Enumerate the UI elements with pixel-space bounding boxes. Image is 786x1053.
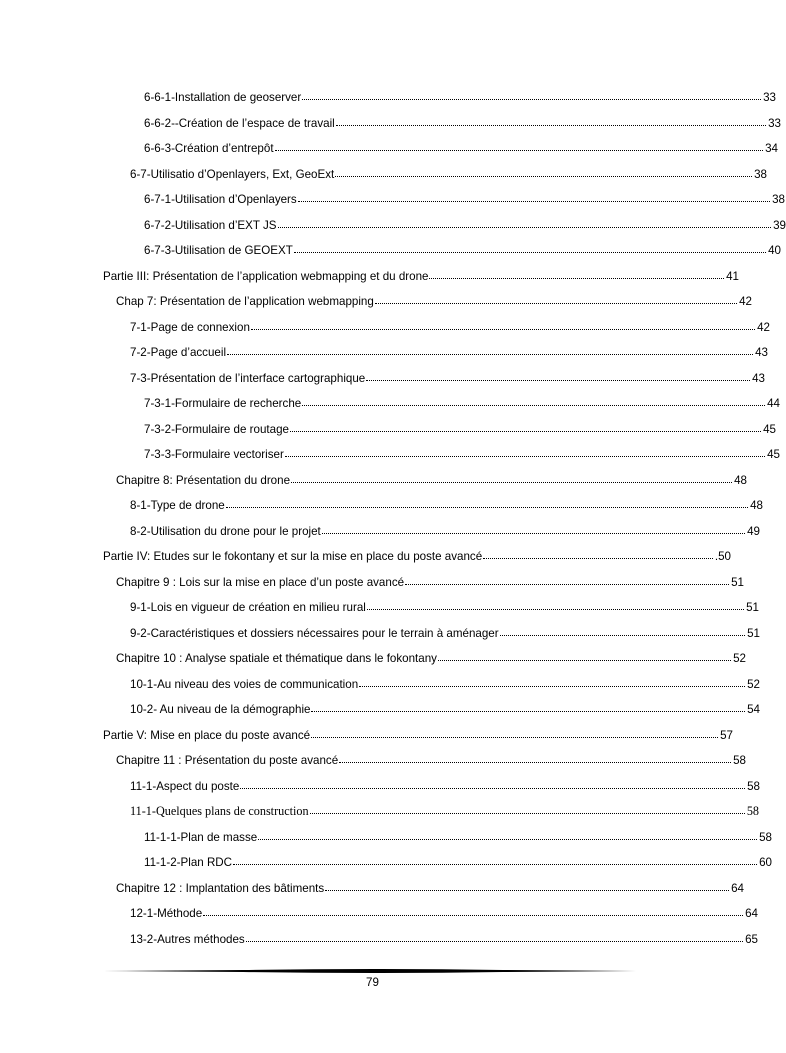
toc-entry[interactable]: [0, 521, 760, 547]
toc-leader-dots: [246, 929, 743, 943]
toc-entry-title: 11-1-Quelques plans de construction: [130, 804, 309, 818]
toc-leader-dots: [233, 852, 757, 866]
toc-entry-title: 6-7-3-Utilisation de GEOEXT: [144, 244, 293, 257]
toc-entry[interactable]: [0, 801, 759, 827]
toc-entry-page: 33: [763, 91, 776, 104]
toc-leader-dots: [311, 699, 745, 713]
toc-entry[interactable]: [0, 725, 733, 751]
toc-entry-title: 10-1-Au niveau des voies de communication: [130, 677, 359, 691]
toc-entry[interactable]: [0, 597, 759, 623]
toc-entry-page: 39: [773, 218, 786, 232]
toc-entry-page: 64: [731, 881, 744, 895]
toc-entry-title: Chapitre 10 : Analyse spatiale et thématique dans le fokontany: [116, 652, 437, 665]
toc-entry[interactable]: [0, 648, 746, 674]
toc-entry-title: Chapitre 8: Présentation du drone: [116, 473, 291, 487]
table-of-contents: [0, 87, 786, 954]
toc-entry-title: 11-1-2-Plan RDC: [144, 856, 233, 869]
toc-leader-dots: [258, 827, 757, 841]
toc-leader-dots: [325, 878, 729, 892]
toc-entry-page: 58: [747, 779, 760, 793]
toc-entry-title: 8-2-Utilisation du drone pour le projet: [130, 524, 321, 538]
toc-leader-dots: [278, 215, 772, 229]
toc-entry-title: 9-1-Lois en vigueur de création en milieu rural: [130, 601, 366, 614]
toc-entry[interactable]: [0, 699, 760, 725]
toc-entry-title: 7-1-Page de connexion: [130, 320, 250, 334]
toc-entry[interactable]: [0, 291, 752, 317]
toc-entry-page: 45: [763, 422, 776, 436]
toc-entry[interactable]: [0, 342, 768, 368]
toc-leader-dots: [335, 164, 752, 178]
toc-entry-title: 10-2- Au niveau de la démographie: [130, 703, 311, 716]
toc-entry[interactable]: [0, 317, 770, 343]
toc-entry-page: 41: [726, 269, 739, 283]
toc-leader-dots: [375, 291, 737, 305]
toc-entry-title: 9-2-Caractéristiques et dossiers nécessaires pour le terrain à aménager: [130, 626, 499, 640]
toc-entry-title: Partie IV: Etudes sur le fokontany et sur la mise en place du poste avancé: [103, 550, 483, 563]
toc-entry[interactable]: [0, 470, 747, 496]
toc-entry[interactable]: [0, 215, 786, 241]
toc-entry[interactable]: [0, 189, 785, 215]
toc-entry[interactable]: [0, 878, 744, 904]
toc-entry-title: 13-2-Autres méthodes: [130, 932, 245, 946]
toc-leader-dots: [310, 801, 745, 815]
toc-entry[interactable]: [0, 368, 765, 394]
toc-entry[interactable]: [0, 138, 778, 164]
toc-entry-page: 45: [767, 448, 780, 461]
toc-entry-title: 6-7-2-Utilisation d’EXT JS: [144, 218, 277, 232]
footer-rule: [103, 968, 641, 974]
toc-entry[interactable]: [0, 240, 781, 266]
toc-leader-dots: [336, 113, 766, 127]
toc-entry-page: 42: [739, 295, 752, 308]
toc-entry-page: 58: [746, 804, 759, 818]
toc-leader-dots: [302, 393, 765, 407]
toc-entry-title: 6-7-1-Utilisation d’Openlayers: [144, 193, 297, 206]
toc-entry-page: 52: [747, 677, 760, 691]
toc-leader-dots: [275, 138, 764, 152]
toc-entry[interactable]: [0, 113, 781, 139]
toc-leader-dots: [429, 266, 724, 280]
toc-entry-page: 42: [757, 320, 770, 334]
toc-leader-dots: [203, 903, 743, 917]
toc-leader-dots: [226, 495, 748, 509]
toc-entry-page: 48: [734, 473, 747, 487]
toc-entry-page: .50: [714, 550, 731, 563]
toc-entry-page: 49: [747, 524, 760, 538]
toc-entry-page: 58: [759, 830, 772, 844]
toc-leader-dots: [240, 776, 745, 790]
toc-entry-title: Chapitre 11 : Présentation du poste avancé: [116, 754, 339, 767]
toc-entry[interactable]: [0, 495, 763, 521]
toc-entry[interactable]: [0, 393, 780, 419]
toc-entry-title: 7-3-Présentation de l’interface cartographique: [130, 371, 366, 385]
toc-entry-page: 64: [745, 907, 758, 920]
toc-entry-page: 43: [755, 346, 768, 359]
toc-entry[interactable]: [0, 572, 744, 598]
toc-leader-dots: [291, 470, 732, 484]
toc-leader-dots: [294, 240, 766, 254]
toc-leader-dots: [359, 674, 745, 688]
toc-entry[interactable]: [0, 903, 758, 929]
toc-entry-page: 57: [720, 728, 733, 742]
toc-entry[interactable]: [0, 852, 772, 878]
toc-entry-title: 6-6-2--Création de l’espace de travail: [144, 116, 335, 130]
toc-entry-title: Chapitre 12 : Implantation des bâtiments: [116, 881, 325, 895]
toc-entry-page: 40: [768, 244, 781, 257]
toc-entry-page: 38: [754, 167, 767, 181]
toc-entry-title: Chap 7: Présentation de l’application webmapping: [116, 295, 374, 308]
toc-entry-title: 6-6-3-Création d’entrepôt: [144, 142, 274, 155]
toc-leader-dots: [366, 368, 750, 382]
toc-leader-dots: [405, 572, 729, 586]
toc-entry[interactable]: [0, 750, 746, 776]
toc-entry[interactable]: [0, 623, 760, 649]
page-number: 79: [366, 976, 379, 989]
toc-leader-dots: [483, 546, 713, 560]
toc-entry-page: 58: [733, 754, 746, 767]
toc-entry-title: Partie III: Présentation de l’application webmapping et du drone: [103, 269, 429, 283]
toc-leader-dots: [500, 623, 745, 637]
toc-leader-dots: [251, 317, 755, 331]
toc-entry-title: 11-1-1-Plan de masse: [144, 830, 258, 844]
toc-entry[interactable]: [0, 929, 758, 955]
toc-entry[interactable]: [0, 164, 767, 190]
toc-entry-title: 11-1-Aspect du poste: [130, 779, 240, 793]
toc-entry-page: 33: [768, 116, 781, 130]
toc-entry[interactable]: [0, 674, 760, 700]
toc-entry-title: Partie V: Mise en place du poste avancé: [103, 728, 311, 742]
toc-entry-title: Chapitre 9 : Lois sur la mise en place d’un poste avancé: [116, 575, 405, 589]
toc-entry-page: 34: [765, 142, 778, 155]
toc-entry-title: 7-3-1-Formulaire de recherche: [144, 397, 302, 410]
toc-leader-dots: [285, 444, 765, 458]
toc-entry-title: 6-7-Utilisatio d’Openlayers, Ext, GeoExt: [130, 167, 335, 181]
toc-leader-dots: [311, 725, 718, 739]
toc-entry-page: 60: [759, 856, 772, 869]
toc-entry[interactable]: [0, 87, 776, 113]
toc-entry[interactable]: [0, 444, 780, 470]
toc-entry-page: 65: [745, 932, 758, 946]
toc-entry-page: 51: [746, 601, 759, 614]
toc-entry-page: 44: [767, 397, 780, 410]
toc-leader-dots: [438, 648, 731, 662]
toc-entry[interactable]: [0, 546, 731, 572]
toc-leader-dots: [322, 521, 745, 535]
toc-leader-dots: [298, 189, 770, 203]
toc-entry-page: 51: [747, 626, 760, 640]
toc-entry-page: 48: [750, 499, 763, 512]
toc-entry-page: 43: [752, 371, 765, 385]
toc-entry-title: 7-3-3-Formulaire vectoriser: [144, 448, 284, 461]
toc-entry[interactable]: [0, 419, 776, 445]
toc-entry[interactable]: [0, 827, 772, 853]
toc-entry-title: 6-6-1-Installation de geoserver: [144, 91, 302, 104]
toc-entry-page: 54: [747, 703, 760, 716]
toc-entry-title: 7-2-Page d’accueil: [130, 346, 227, 359]
toc-entry-page: 51: [731, 575, 744, 589]
toc-entry-page: 52: [733, 652, 746, 665]
toc-entry-page: 38: [772, 193, 785, 206]
toc-entry-title: 12-1-Méthode: [130, 907, 203, 920]
toc-leader-dots: [290, 419, 761, 433]
toc-leader-dots: [367, 597, 744, 611]
toc-leader-dots: [339, 750, 731, 764]
toc-entry[interactable]: [0, 266, 739, 292]
toc-entry-title: 8-1-Type de drone: [130, 499, 225, 512]
toc-entry[interactable]: [0, 776, 760, 802]
toc-leader-dots: [227, 342, 753, 356]
toc-entry-title: 7-3-2-Formulaire de routage: [144, 422, 289, 436]
toc-leader-dots: [302, 87, 761, 101]
